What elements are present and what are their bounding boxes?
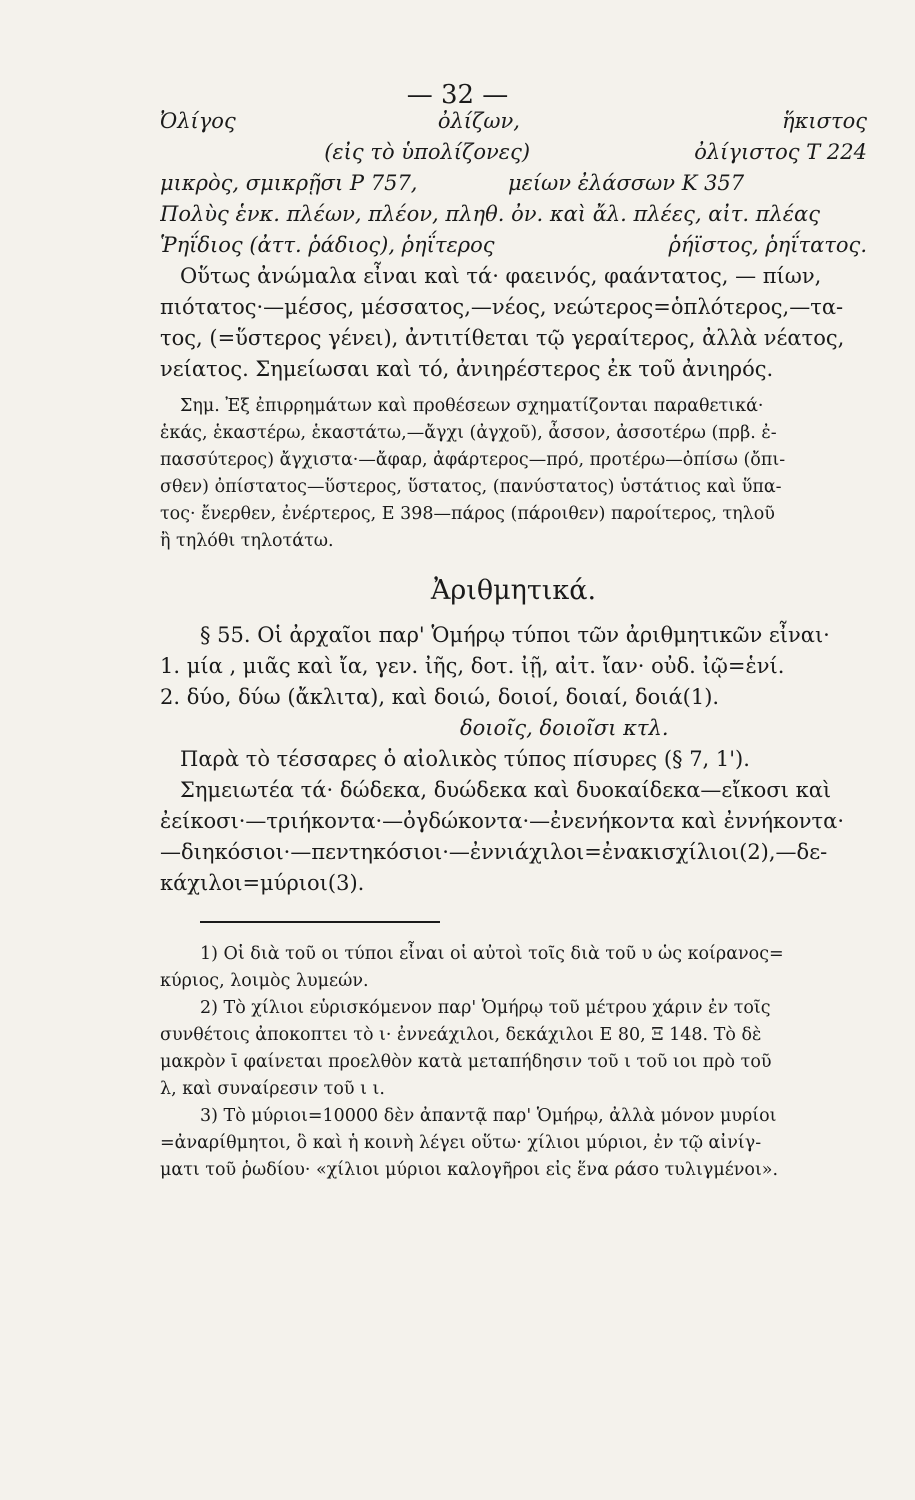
list-item: 2. δύο, δύω (ἄκλιτα), καὶ δοιώ, δοιοί, δοιαί, δοιά(1). [160,685,720,709]
text-line: σθεν) ὀπίστατος—ὕστερος, ὕστατος, (πανύστατος) ὑστάτιος καὶ ὕπα- [160,477,782,497]
text-line: τος, (=ὕστερος γένει), ἀντιτίθεται τῷ γεραίτερος, ἀλλὰ νέατος, [160,326,845,350]
text-line: Οὕτως ἀνώμαλα εἶναι καὶ τά· φαεινός, φαάντατος, — πίων, [180,264,822,288]
footnote-line: μακρὸν ῑ φαίνεται προελθὸν κατὰ μεταπήδησιν τοῦ ι τοῦ ιοι πρὸ τοῦ [160,1052,772,1072]
forms-cell: ῥήϊστος, ῥηΐτατος. [668,233,867,257]
forms-cell: (εἰς τὸ ὑπολίζονες) [324,140,531,164]
page-number: — 32 — [406,80,509,110]
forms-cell: μείων ἐλάσσων Κ 357 [508,171,745,195]
footnote-line: 3) Τὸ μύριοι=10000 δὲν ἀπαντᾷ παρ' Ὁμήρῳ, ἀλλὰ μόνον μυρίοι [200,1106,777,1126]
list-item: δοιοῖς, δοιοῖσι κτλ. [460,716,669,740]
footnotes [160,941,867,1184]
forms-cell: ἥκιστος [782,109,867,133]
footnote-divider [200,921,440,923]
forms-cell: μικρὸς, σμικρῇσι Ρ 757, [160,171,418,195]
footnote-line: =ἀναρίθμητοι, ὃ καὶ ἡ κοινὴ λέγει οὕτω· χίλιοι μύριοι, ἐν τῷ αἰνίγ- [160,1133,762,1153]
text-line: Παρὰ τὸ τέσσαρες ὁ αἰολικὸς τύπος πίσυρες (§ 7, 1'). [180,747,750,771]
forms-row [160,168,867,199]
text-line: πασσύτερος) ἄγχιστα·—ἄφαρ, ἀφάρτερος—πρό, προτέρω—ὀπίσω (ὄπι- [160,450,786,470]
text-line: ἑκάς, ἑκαστέρω, ἑκαστάτω,—ἄγχι (ἀγχοῦ), ἆσσον, ἀσσοτέρω (πρβ. ἐ- [160,423,777,443]
comparison-forms [160,106,867,261]
forms-cell: Πολὺς ἑνκ. πλέων, πλέον, πληθ. ὀν. καὶ ἄλ. πλέες, αἰτ. πλέας [160,202,821,226]
forms-row [160,137,867,168]
section-paragraph: § 55. Οἱ ἀρχαῖοι παρ' Ὁμήρῳ τύποι τῶν ἀριθμητικῶν εἶναι· [200,623,830,647]
text-line: πιότατος·—μέσος, μέσσατος,—νέος, νεώτερος=ὁπλότερος,—τα- [160,295,844,319]
text-line: Σημειωτέα τά· δώδεκα, δυώδεκα καὶ δυοκαίδεκα—εἴκοσι καὶ [180,778,832,802]
text-line: Σημ. Ἐξ ἐπιρρημάτων καὶ προθέσεων σχηματίζονται παραθετικά· [180,396,764,416]
forms-cell: Ὀλίγος [160,109,236,133]
footnote-line: 2) Τὸ χίλιοι εὑρισκόμενον παρ' Ὁμήρῳ τοῦ μέτρου χάριν ἐν τοῖς [200,998,771,1018]
text-line: ἐείκοσι·—τριήκοντα·—ὀγδώκοντα·—ἐνενήκοντα καὶ ἐννήκοντα· [160,809,845,833]
text-line: τος· ἔνερθεν, ἐνέρτερος, Ε 398—πάρος (πάροιθεν) παροίτερος, τηλοῦ [160,504,775,524]
forms-row [160,106,867,137]
text-line: νείατος. Σημείωσαι καὶ τό, ἀνιηρέστερος ἐκ τοῦ ἀνιηρός. [160,357,774,381]
section-title: Ἀριθμητικά. [430,575,597,606]
list-item: 1. μία , μιᾶς καὶ ἴα, γεν. ἰῆς, δοτ. ἰῇ, αἰτ. ἴαν· οὐδ. ἰῷ=ἑνί. [160,654,785,678]
forms-row [160,230,867,261]
footnote-line: λ, καὶ συναίρεσιν τοῦ ι ι. [160,1079,385,1099]
forms-cell: ὀλίγιστος Τ 224 [694,140,867,164]
forms-cell: ὀλίζων, [437,109,520,133]
text-line: κάχιλοι=μύριοι(3). [160,871,365,895]
footnote-line: 1) Οἱ διὰ τοῦ οι τύποι εἶναι οἱ αὐτοὶ τοῖς διὰ τοῦ υ ὡς κοίρανος= [200,944,784,964]
footnote-line: ματι τοῦ ῥωδίου· «χίλιοι μύριοι καλογῆροι εἰς ἕνα ράσο τυλιγμένοι». [160,1160,779,1180]
paragraph-remarks [160,775,867,899]
forms-row [160,199,867,230]
footnote-line: κύριος, λοιμὸς λυμεών. [160,971,369,991]
text-line: —διηκόσιοι·—πεντηκόσιοι·—ἐννιάχιλοι=ἐνακισχίλιοι(2),—δε- [160,840,828,864]
footnote-line: συνθέτοις ἀποκοπτει τὸ ι· ἐννεάχιλοι, δεκάχιλοι Ε 80, Ξ 148. Τὸ δὲ [160,1025,762,1045]
text-line: ἢ τηλόθι τηλοτάτω. [160,531,334,551]
numerals-list [160,651,867,744]
forms-cell: Ῥηΐδιος (ἀττ. ῥάδιος), ῥηΐτερος [160,233,495,257]
paragraph-anomalous [160,261,867,385]
note-section [160,393,867,555]
